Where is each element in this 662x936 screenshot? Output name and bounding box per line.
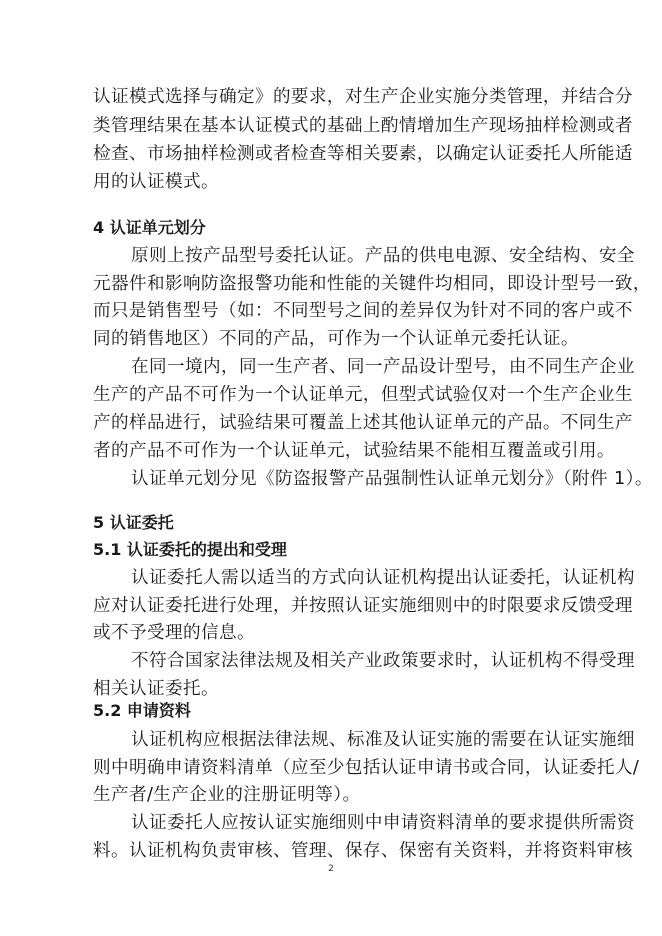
paragraph-line: 产的样品进行，试验结果可覆盖上述其他认证单元的产品。不同生产 bbox=[93, 413, 633, 433]
paragraph-line: 料。认证机构负责审核、管理、保存、保密有关资料，并将资料审核 bbox=[93, 841, 633, 861]
paragraph-line: 检查、市场抽样检测或者检查等相关要素，以确定认证委托人所能适 bbox=[93, 144, 633, 164]
paragraph-line: 同的销售地区）不同的产品，可作为一个认证单元委托认证。 bbox=[93, 329, 579, 349]
paragraph-line: 而只是销售型号（如：不同型号之间的差异仅为针对不同的客户或不 bbox=[93, 301, 633, 321]
section-heading-5-2: 5.2 申请资料 bbox=[93, 701, 191, 720]
paragraph-line: 生产的产品不可作为一个认证单元，但型式试验仅对一个生产企业生 bbox=[93, 385, 633, 405]
paragraph-line: 用的认证模式。 bbox=[93, 172, 219, 192]
section-heading-5: 5 认证委托 bbox=[93, 513, 174, 532]
paragraph-line: 者的产品不可作为一个认证单元，试验结果不能相互覆盖或引用。 bbox=[93, 441, 615, 461]
paragraph-line: 认证委托人需以适当的方式向认证机构提出认证委托，认证机构 bbox=[131, 568, 635, 588]
paragraph-line: 应对认证委托进行处理，并按照认证实施细则中的时限要求反馈受理 bbox=[93, 596, 633, 616]
paragraph-line: 原则上按产品型号委托认证。产品的供电电源、安全结构、安全 bbox=[131, 246, 635, 266]
paragraph-line: 元器件和影响防盗报警功能和性能的关键件均相同，即设计型号一致， bbox=[93, 274, 651, 294]
paragraph-line: 认证机构应根据法律法规、标准及认证实施的需要在认证实施细 bbox=[131, 730, 635, 750]
paragraph-line: 认证模式选择与确定》的要求，对生产企业实施分类管理，并结合分 bbox=[93, 87, 633, 107]
paragraph-line: 认证委托人应按认证实施细则中申请资料清单的要求提供所需资 bbox=[131, 813, 635, 833]
page-number: 2 bbox=[328, 864, 334, 874]
paragraph-line: 不符合国家法律法规及相关产业政策要求时，认证机构不得受理 bbox=[131, 651, 635, 671]
paragraph-line: 则中明确申请资料清单（应至少包括认证申请书或合同，认证委托人/ bbox=[93, 758, 640, 778]
section-heading-4: 4 认证单元划分 bbox=[93, 218, 206, 237]
section-heading-5-1: 5.1 认证委托的提出和受理 bbox=[93, 540, 287, 559]
paragraph-line: 相关认证委托。 bbox=[93, 679, 219, 699]
paragraph-line: 生产者/生产企业的注册证明等）。 bbox=[93, 785, 361, 805]
paragraph-line: 认证单元划分见《防盗报警产品强制性认证单元划分》（附件 1）。 bbox=[131, 469, 653, 489]
paragraph-line: 在同一境内，同一生产者、同一产品设计型号，由不同生产企业 bbox=[131, 357, 635, 377]
paragraph-line: 或不予受理的信息。 bbox=[93, 623, 255, 643]
paragraph-line: 类管理结果在基本认证模式的基础上酌情增加生产现场抽样检测或者 bbox=[93, 116, 633, 136]
